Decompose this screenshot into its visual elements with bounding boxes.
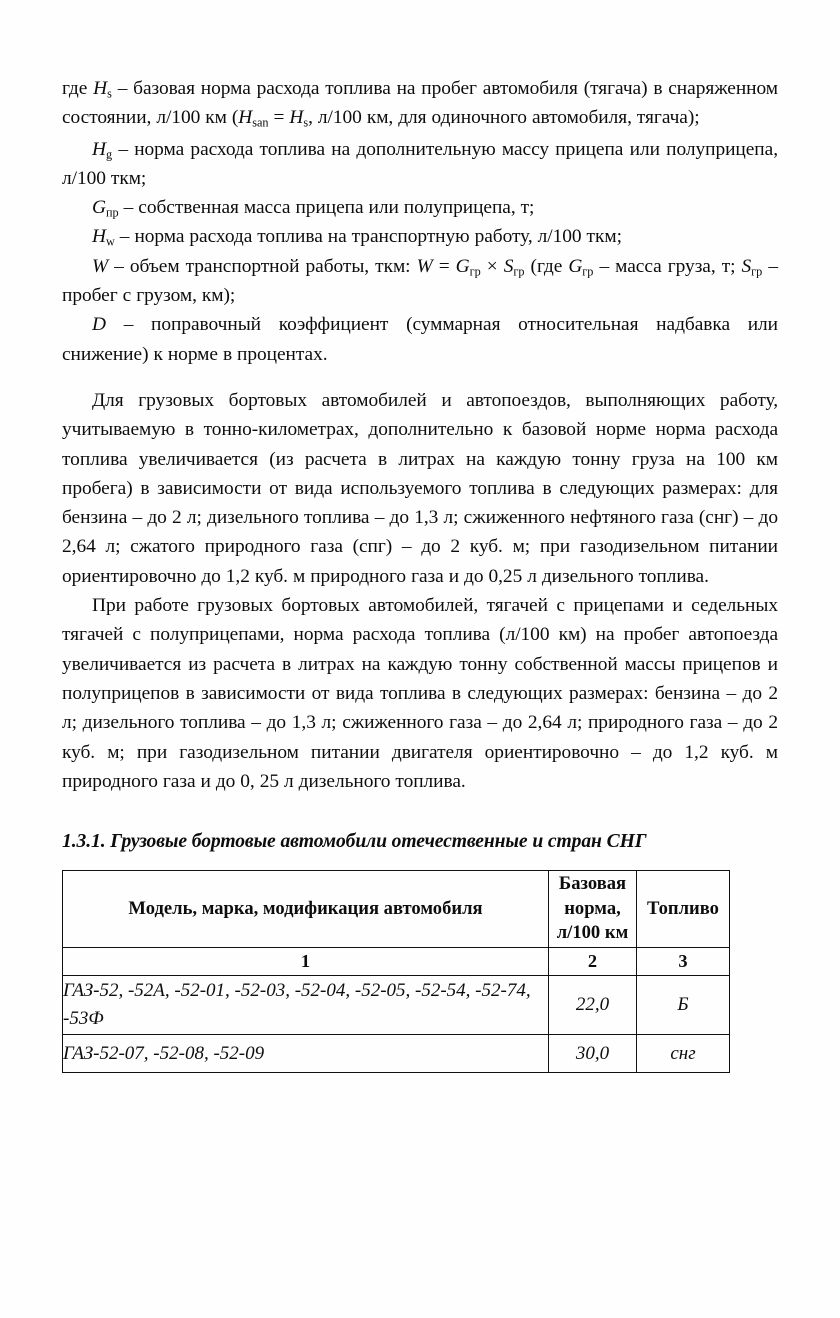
- var-sgr: S: [741, 255, 752, 277]
- cell-fuel: Б: [637, 976, 730, 1035]
- definition-hw: [62, 222, 778, 251]
- var-h-subscript: s: [107, 86, 112, 101]
- definitions-block: [62, 74, 778, 369]
- norms-table-wrapper: [62, 870, 729, 1073]
- var-h2-subscript: s: [303, 115, 309, 130]
- var-d: D: [92, 314, 106, 336]
- var-hg: H: [92, 138, 106, 160]
- cell-fuel: снг: [637, 1035, 730, 1073]
- definition-w-text-d: – пробег с грузом, км);: [62, 255, 778, 307]
- table-header-row: [63, 871, 730, 948]
- header-base-norm: [549, 871, 637, 948]
- formula-times: ×: [480, 255, 504, 277]
- formula-s: S: [503, 255, 514, 277]
- formula-w: W: [416, 255, 433, 277]
- section-heading: 1.3.1. Грузовые бортовые автомобили отечественные и стран СНГ: [62, 831, 647, 853]
- formula-g-subscript: гр: [469, 264, 481, 279]
- formula-equals: =: [432, 255, 456, 277]
- colnum-fuel: 3: [637, 948, 730, 976]
- cell-model: ГАЗ-52-07, -52-08, -52-09: [63, 1035, 549, 1073]
- spacer: [62, 369, 778, 386]
- table-body: [63, 976, 730, 1073]
- definition-hs: [62, 74, 778, 133]
- paragraph-cargo-trucks: Для грузовых бортовых автомобилей и автопоездов, выполняющих работу, учитываемую в тонно-километрах, дополнительно к базовой норме норма расхода топлива увеличивается (из расчета в литрах на каждую тонну груза на 100 км пробега) в зависимости от вида используемого топлива в следующих размерах: для бензина – до 2 л; дизельного топлива – до 1,3 л; сжиженного нефтяного газа (снг) – до 2,64 л; сжатого природного газа (спг) – до 2 куб. м; при газодизельном питании ориентировочно до 1,2 куб. м природного газа и до 0,25 л дизельного топлива.: [62, 389, 778, 587]
- var-hw-subscript: w: [105, 235, 115, 250]
- equals-sign: =: [268, 107, 290, 129]
- var-hsan-subscript: san: [252, 115, 269, 130]
- definition-hs-lead: где: [62, 78, 94, 99]
- definition-hg-text: – норма расхода топлива на дополнительную массу прицепа или полуприцепа, л/100 ткм;: [62, 138, 778, 189]
- table-row: [63, 976, 730, 1035]
- fuel-norms-table: [62, 870, 730, 1073]
- var-hg-subscript: g: [105, 147, 113, 162]
- var-hsan: H: [238, 107, 253, 129]
- definition-w-text-a: – объем транспортной работы, ткм:: [108, 255, 417, 277]
- var-h2: H: [289, 107, 304, 129]
- var-w: W: [92, 255, 109, 277]
- var-h: H: [93, 78, 108, 99]
- definition-w-text-c: – масса груза, т;: [593, 255, 742, 277]
- cell-norm: 22,0: [549, 976, 637, 1035]
- var-gpr-subscript: пр: [105, 205, 119, 220]
- var-ggr-subscript: гр: [582, 264, 594, 279]
- table-column-number-row: [63, 948, 730, 976]
- definition-hg: [62, 135, 778, 194]
- definition-gpr-text: – собственная масса прицепа или полуприцепа, т;: [118, 197, 535, 219]
- definition-d: [62, 310, 778, 369]
- definition-w-text-b: (где: [524, 255, 569, 277]
- definition-gpr: [62, 193, 778, 222]
- definition-w: [62, 252, 778, 311]
- header-base-norm-line3: л/100 км: [556, 922, 629, 944]
- cell-model: ГАЗ-52, -52А, -52-01, -52-03, -52-04, -52-05, -52-54, -52-74, -53Ф: [63, 976, 549, 1035]
- spacer: [62, 796, 778, 829]
- definition-hs-text-b: , л/100 км, для одиночного автомобиля, тягача);: [308, 107, 700, 129]
- formula-s-subscript: гр: [513, 264, 525, 279]
- spacer: [62, 855, 778, 870]
- colnum-model: 1: [63, 948, 549, 976]
- header-fuel: Топливо: [637, 871, 730, 948]
- var-sgr-subscript: гр: [751, 264, 763, 279]
- table-header: [63, 871, 730, 976]
- definition-hs-text-a: – базовая норма расхода топлива на пробег автомобиля (тягача) в снаряженном состоянии, л/100 км (: [62, 78, 779, 129]
- page-content: [62, 74, 778, 1073]
- paragraph-trailers: При работе грузовых бортовых автомобилей, тягачей с прицепами и седельных тягачей с полуприцепами, норма расхода топлива (л/100 км) на пробег автопоезда увеличивается из расчета в литрах на каждую тонну собственной массы прицепов и полуприцепов в зависимости от вида топлива в следующих размерах: бензина – до 2 л; дизельного топлива – до 1,3 л; сжиженного газа – до 2,64 л; природного газа – до 2 куб. м; при газодизельном питании двигателя ориентировочно – до 1,2 куб. м природного газа и до 0, 25 л дизельного топлива.: [62, 595, 778, 792]
- colnum-norm: 2: [549, 948, 637, 976]
- header-base-norm-line2: норма,: [564, 897, 621, 919]
- var-gpr: G: [92, 197, 106, 219]
- cell-norm: 30,0: [549, 1035, 637, 1073]
- header-base-norm-line1: Базовая: [558, 873, 627, 895]
- formula-g: G: [455, 255, 470, 277]
- definition-d-text: – поправочный коэффициент (суммарная относительная надбавка или снижение) к норме в процентах.: [62, 314, 778, 365]
- definition-hw-text: – норма расхода топлива на транспортную работу, л/100 ткм;: [114, 226, 622, 248]
- var-hw: H: [92, 226, 106, 248]
- header-model: Модель, марка, модификация автомобиля: [63, 871, 549, 948]
- var-ggr: G: [568, 255, 583, 277]
- table-row: [63, 1035, 730, 1073]
